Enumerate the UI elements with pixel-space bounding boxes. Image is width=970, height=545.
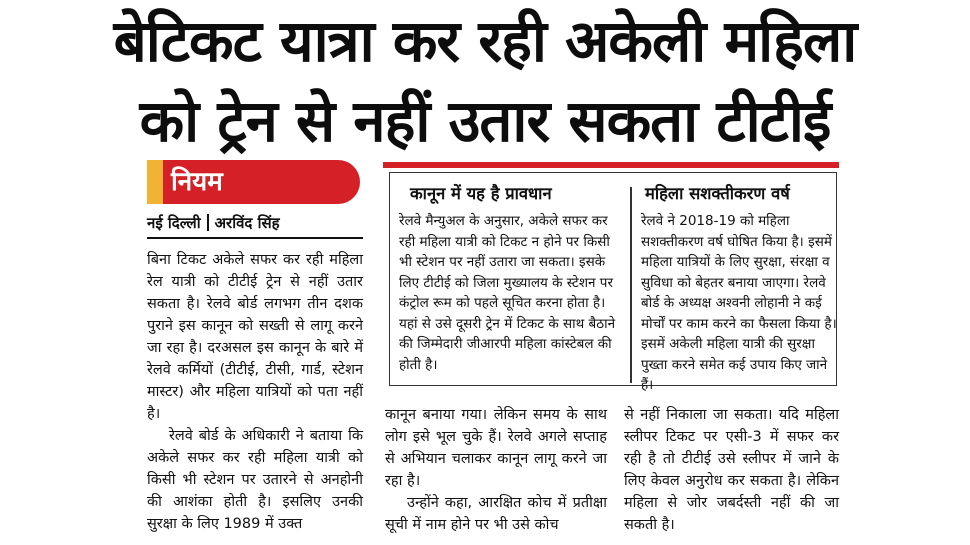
byline — [147, 213, 280, 233]
byline-rule — [147, 237, 363, 239]
info-box-left-text: रेलवे मैन्युअल के अनुसार, अकेले सफर कर रही महिला यात्री को टिकट न होने पर किसी भी स्टेशन पर नहीं उतारा जा सकता। इसके लिए टीटीई को जिला मुख्यालय के स्टेशन पर कंट्रोल रूम को पहले सूचित करना होता है। यहां से उसे दूसरी ट्रेन में टिकट के साथ बैठाने की जिम्मेदारी जीआरपी महिला कांस्टेबल की होती है। — [399, 213, 616, 373]
tag-label: नियम — [171, 167, 223, 197]
headline-line-1: बेटिकट यात्रा कर रही अकेली महिला — [113, 7, 857, 75]
article-paragraph: बिना टिकट अकेले सफर कर रही महिला रेल यात्री को टीटीई ट्रेन से नहीं उतार सकता है। रेलवे बोर्ड लगभग तीन दशक पुराने इस कानून को सख्ती से लागू करने जा रहा है। दरअसल इस कानून के बारे में रेलवे कर्मियों (टीटीई, टीसी, गार्ड, स्टेशन मास्टर) और महिला यात्रियों को पता नहीं है। — [147, 252, 363, 422]
article-paragraph: कानून बनाया गया। लेकिन समय के साथ लोग इसे भूल चुके हैं। रेलवे अगले सप्ताह से अभियान चलाकर कानून लागू करने जा रहा है। — [385, 407, 607, 489]
info-box-left-heading: कानून में यह है प्रावधान — [410, 184, 552, 203]
info-box-right-text: रेलवे ने 2018-19 को महिला सशक्तीकरण वर्ष घोषित किया है। इसमें महिला यात्रियों के लिए सुरक्षा, संरक्षा व सुविधा को बेहतर बनाया जाएगा। रेलवे बोर्ड के अध्यक्ष अश्वनी लोहानी ने कई मोर्चों पर काम करने का फैसला किया है। इसमें अकेली महिला यात्री की सुरक्षा पुख्ता करने समेत कई उपाय किए जाने हैं। — [641, 213, 837, 393]
article-paragraph: से नहीं निकाला जा सकता। यदि महिला स्लीपर टिकट पर एसी-3 में सफर कर रही है तो टीटीई उसे स्लीपर में जाने के लिए केवल अनुरोध कर सकता है। लेकिन महिला से जोर जबर्दस्ती नहीं की जा सकती है। — [624, 407, 839, 533]
section-tag — [147, 160, 360, 204]
byline-separator — [207, 214, 209, 231]
byline-place: नई दिल्ली — [147, 214, 201, 232]
article-paragraph: उन्होंने कहा, आरक्षित कोच में प्रतीक्षा सूची में नाम होने पर भी उसे कोच — [385, 495, 607, 533]
byline-author: अरविंद सिंह — [214, 214, 280, 232]
info-box-frame — [389, 172, 837, 393]
tag-accent-stripe — [147, 160, 163, 204]
info-box-right-heading: महिला सशक्तीकरण वर्ष — [645, 184, 790, 203]
headline-line-2: को ट्रेन से नहीं उतार सकता टीटीई — [139, 87, 831, 155]
info-box — [383, 162, 839, 394]
article-column-2 — [385, 404, 607, 536]
info-box-divider — [630, 187, 632, 383]
article-column-1 — [147, 249, 363, 535]
article-column-3 — [624, 404, 839, 536]
article-paragraph: रेलवे बोर्ड के अधिकारी ने बताया कि अकेले सफर कर रही महिला यात्री को किसी भी स्टेशन पर उतारने से अनहोनी की आशंका होती है। इसलिए उनकी सुरक्षा के लिए 1989 में उक्त — [147, 428, 363, 532]
